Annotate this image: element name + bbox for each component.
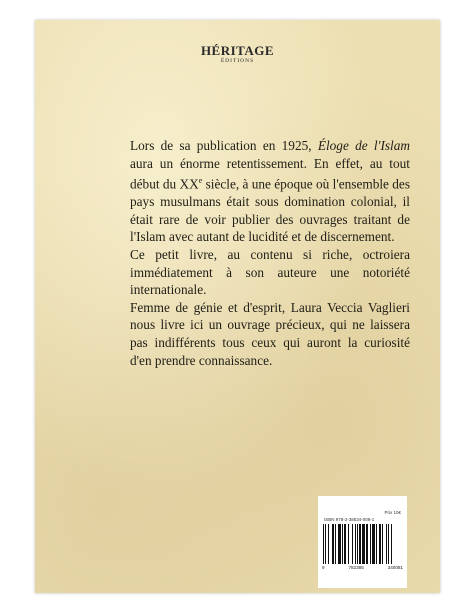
barcode-digits: 9 782385 340081 <box>322 565 403 570</box>
blurb-paragraph-3: Femme de génie et d'esprit, Laura Veccia Vaglieri nous livre ici un ouvrage précieux, qui ne laissera pas indifférents tous ceux qui auront la curiosité d'en prendre connaissance. <box>130 299 410 368</box>
barcode-label <box>318 496 407 588</box>
price-label: Prix 10€ <box>384 510 401 515</box>
blurb-paragraph-2: Ce petit livre, au contenu si riche, octroiera immédiatement à son auteure une notoriété internationale. <box>130 246 410 298</box>
blurb-text <box>130 137 410 369</box>
publisher-logo <box>35 44 440 65</box>
isbn-label: ISBN 978-2-38534-008-1 <box>324 517 375 522</box>
publisher-name: HÉRITAGE <box>200 43 275 58</box>
book-title: Éloge de l'Islam <box>317 138 410 153</box>
publisher-subtitle: ÉDITIONS <box>220 58 255 64</box>
barcode-icon <box>322 524 403 566</box>
blurb-paragraph-1: Lors de sa publication en 1925, Éloge de l'Islam aura un énorme retentissement. En effet, au tout début du XXe siècle, à une époque où l'ensemble des pays musulmans était sous domination colonial, il était rare de voir publier des ouvrages traitant de l'Islam avec autant de lucidité et de discernement. <box>130 138 410 245</box>
book-back-cover <box>35 20 440 593</box>
